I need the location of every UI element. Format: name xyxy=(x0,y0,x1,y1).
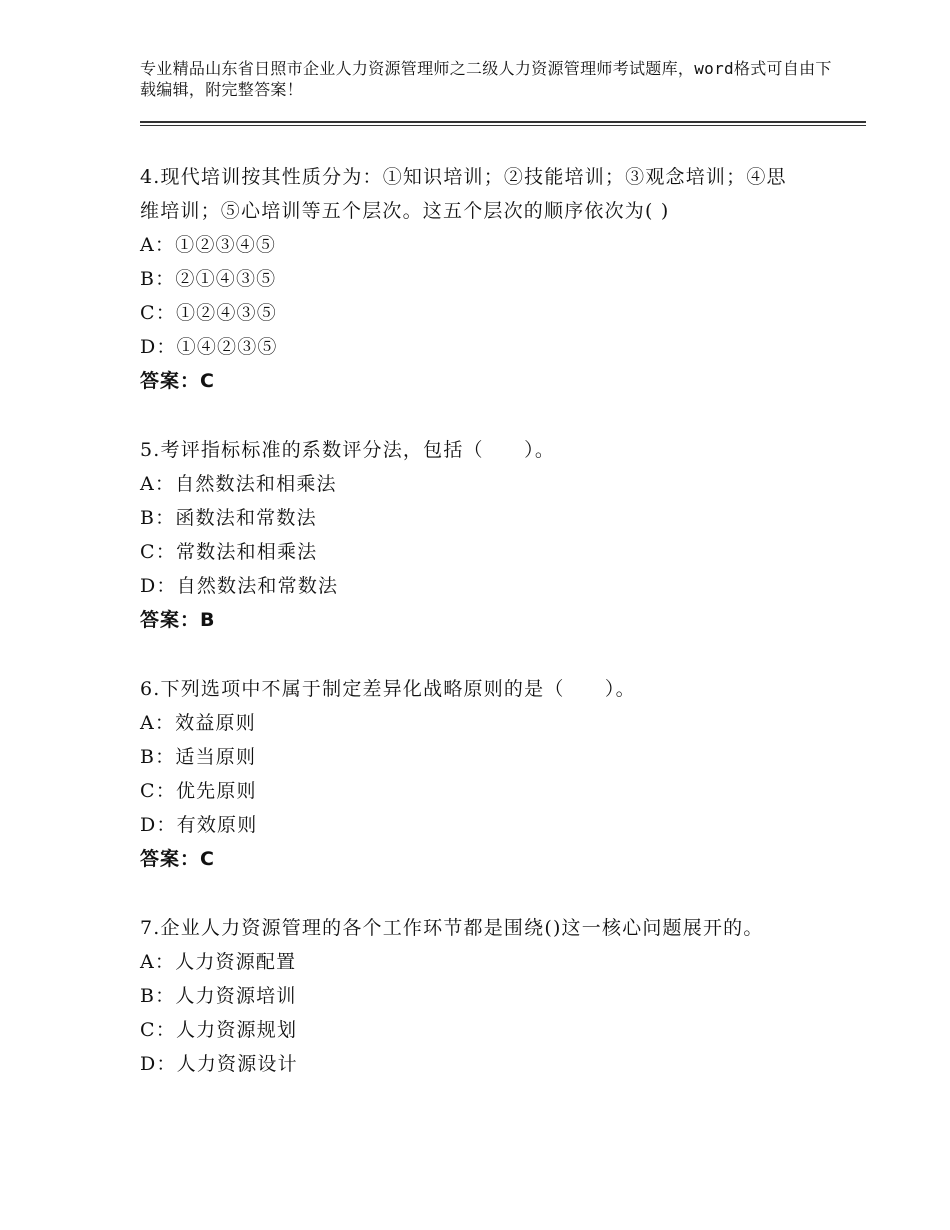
option-c: C：①②④③⑤ xyxy=(140,302,277,324)
option-b: B：②①④③⑤ xyxy=(140,268,277,290)
option-c: C：优先原则 xyxy=(140,780,257,802)
question-7 xyxy=(140,911,800,1081)
answer-text: 答案：C xyxy=(140,370,215,392)
document-header: 专业精品山东省日照市企业人力资源管理师之二级人力资源管理师考试题库，word格式可自由下载编辑，附完整答案！ xyxy=(140,59,832,99)
header-divider-thick xyxy=(140,121,866,123)
question-5 xyxy=(140,433,800,637)
option-b: B：适当原则 xyxy=(140,746,257,768)
question-6 xyxy=(140,672,800,876)
question-stem: 4.现代培训按其性质分为：①知识培训；②技能培训；③观念培训；④思维培训；⑤心培训等五个层次。这五个层次的顺序依次为( ) xyxy=(140,166,787,222)
option-b: B：人力资源培训 xyxy=(140,985,297,1007)
option-c: C：常数法和相乘法 xyxy=(140,541,318,563)
option-b: B：函数法和常数法 xyxy=(140,507,317,529)
option-a: A：效益原则 xyxy=(140,712,256,734)
option-a: A：①②③④⑤ xyxy=(140,234,277,256)
option-c: C：人力资源规划 xyxy=(140,1019,298,1041)
answer-text: 答案：C xyxy=(140,848,215,870)
option-d: D：有效原则 xyxy=(140,814,258,836)
question-stem: 6.下列选项中不属于制定差异化战略原则的是（ ）。 xyxy=(140,678,636,700)
option-d: D：①④②③⑤ xyxy=(140,336,278,358)
question-4 xyxy=(140,160,800,398)
option-d: D：人力资源设计 xyxy=(140,1053,298,1075)
option-a: A：人力资源配置 xyxy=(140,951,297,973)
answer-text: 答案：B xyxy=(140,609,216,631)
question-stem: 5.考评指标标准的系数评分法，包括（ ）。 xyxy=(140,439,556,461)
question-stem: 7.企业人力资源管理的各个工作环节都是围绕()这一核心问题展开的。 xyxy=(140,917,764,939)
option-a: A：自然数法和相乘法 xyxy=(140,473,337,495)
header-divider-thin xyxy=(140,125,866,126)
option-d: D：自然数法和常数法 xyxy=(140,575,339,597)
